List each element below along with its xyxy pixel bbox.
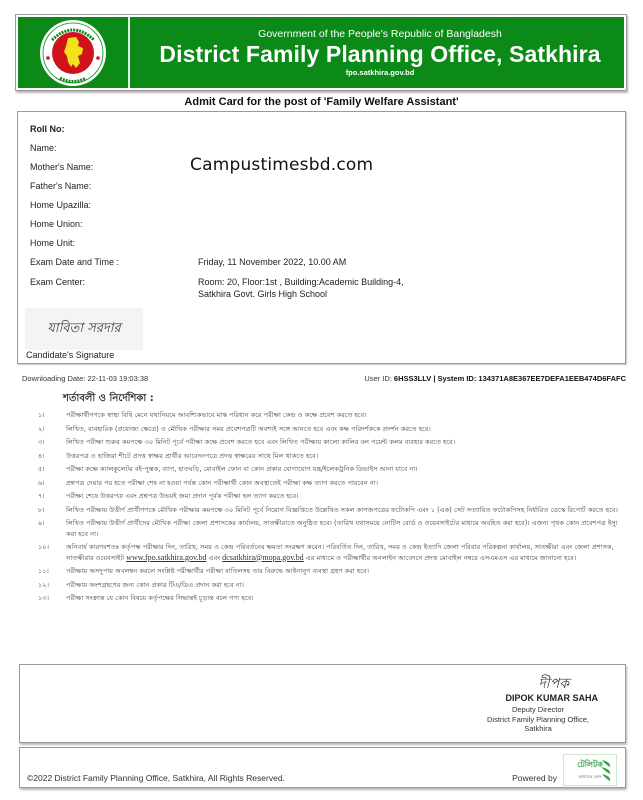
instruction-item [38,437,618,448]
instruction-item [38,464,618,475]
authority-office: District Family Planning Office, [487,714,589,724]
field-exam-date-time [30,257,347,267]
instructions-list [38,410,618,607]
powered-by-label: Powered by [512,773,557,783]
instruction-text-part: অনিবার্য কারণবশতঃ কর্তৃপক্ষ পরীক্ষার দিন, তারিখ, সময় ও কেন্দ্র পরিবর্তনের ক্ষমতা সংরক্ষণ করেন। পরিবর্তিত দিন, তারিখ, সময় ও কেন্দ্র ইত্যাদি জেলা পরিবার পরিকল্পনা কার্যালয়, সাতক্ষীরা এবং জেলা প্রশাসক, সাতক্ষীরার ওয়েবসাইট [66,543,614,562]
instruction-text: পরীক্ষা শেষে উত্তরপত্র এবং প্রশ্নপত্র উভয়ই জমা প্রদান পূর্বক পরীক্ষা হল ত্যাগ করতে হবে। [66,492,299,500]
field-value: Friday, 11 November 2022, 10.00 AM [198,257,347,267]
instruction-number: ৯। [38,519,45,527]
instruction-number: ৭। [38,492,45,500]
field-label: Exam Center: [30,277,86,287]
instruction-number: ১৩। [38,594,49,602]
field-fathers-name [30,181,91,191]
logo-cell [18,17,130,88]
instruction-number: ১০। [38,543,49,551]
signature-text: যাবিতা সরদার [47,320,121,336]
instruction-item [38,518,618,539]
teletalk-logo[interactable] [563,754,617,786]
teletalk-logo-subtext: আমাদের ফোন [578,774,602,779]
system-id-value: | System ID: 134371A8E367EE7DEFA1EEB474D6FAFC [433,374,626,383]
instruction-text: লিখিত পরীক্ষায় উত্তীর্ণ প্রার্থীগণকে মৌখিক পরীক্ষার কমপক্ষে ৩০ মিনিট পূর্বে নিয়োগ বিজ্ঞপ্তিতে উল্লেখিত সকল কাগজপত্রের ফটোকপি এবং ১ (এক) সেট সত্যায়িত ফটোকপিসহ নির্ধারিত ডেস্কে রিপোর্ট করতে হবে। [66,505,618,514]
authority-signature: দীপক [538,676,569,692]
authority-name: DIPOK KUMAR SAHA [505,693,598,703]
field-roll-no [30,124,65,134]
instruction-number: ৫। [38,465,45,473]
instructions-title: শর্তাবলী ও নির্দেশিকা : [63,393,154,404]
signature-caption: Candidate's Signature [26,350,115,360]
office-title: District Family Planning Office, Satkhira [159,40,601,67]
fpo-website-link[interactable]: www.fpo.satkhira.gov.bd [126,552,207,562]
page-header [15,14,627,91]
instruction-number: ২। [38,424,45,433]
field-label: Home Upazilla: [30,200,92,210]
instruction-item [38,580,618,591]
dc-email-link[interactable]: dcsatkhira@mopa.gov.bd [222,552,304,562]
instruction-text: উত্তরপত্র ও হাজিরা শীটে প্রদত্ত স্বাক্ষর প্রার্থীর আবেদনপত্রে প্রদত্ত স্বাক্ষরের সাথে মিল থাকতে হবে। [66,451,319,460]
field-home-union [30,219,83,229]
admit-card-title: Admit Card for the post of 'Family Welfare Assistant' [184,96,459,108]
bangladesh-govt-seal-icon [38,18,108,88]
instruction-text: লিখিত পরীক্ষা শুরুর কমপক্ষে ৩০ মিনিট পূর্বে পরীক্ষা কক্ষে প্রবেশ করতে হবে এবং লিখিত পরীক্ষায় কালো কালির বল পয়েন্ট কলম ব্যবহার করতে হবে। [66,438,456,446]
field-exam-center [30,277,404,299]
instruction-text: পরীক্ষা কক্ষে ক্যালকুলেটর বই-পুস্তক, ব্যাগ, হাতঘড়ি, মোবাইল ফোন বা কোন প্রকার যোগাযোগ যন্ত্র/ইলেকট্রনিক ডিভাইস আনা যাবে না। [66,465,418,473]
field-label: Father's Name: [30,181,92,191]
instruction-number: ৩। [38,438,45,446]
instruction-number: ৮। [38,505,45,514]
authority-title-block [473,705,603,734]
header-title-block [130,17,624,88]
field-name [30,143,57,153]
instruction-text-part: এবং [206,553,223,562]
candidate-info-card [17,111,626,364]
instruction-text: প্রশ্নপত্র দেয়ার পর হতে পরীক্ষা শেষ না হওয়া পর্যন্ত কোন পরীক্ষার্থী কোন অবস্থাতেই পরীক্ষা কক্ষ ত্যাগ করতে পারবেন না। [66,478,379,487]
instruction-text: পরীক্ষা সংক্রান্ত যে কোন বিষয়ে কর্তৃপক্ষের সিদ্ধান্তই চূড়ান্ত বলে গণ্য হবে। [66,594,254,602]
website-link[interactable]: fpo.satkhira.gov.bd [345,67,415,77]
instruction-number: ১১। [38,567,49,575]
teletalk-leaf-icon [600,758,612,782]
instruction-item [38,491,618,502]
instruction-item [38,542,618,563]
instruction-item [38,424,618,435]
downloading-date: Downloading Date: 22-11-03 19:03:38 [22,374,149,383]
instruction-item [38,505,618,516]
field-label: Home Unit: [30,238,76,248]
instruction-text: পরীক্ষার্থীগণকে স্বাস্থ্য বিধি মেনে যথানিয়মে আবশ্যিকভাবে মাস্ক পরিধান করে পরীক্ষা কেন্দ্র ও কক্ষে প্রবেশ করতে হবে। [66,411,367,419]
field-mothers-name [30,162,93,172]
instruction-number: ১। [38,411,45,419]
instruction-number: ৪। [38,451,45,460]
field-label: Home Union: [30,219,83,229]
instruction-text: লিখিত পরীক্ষায় উত্তীর্ণ প্রার্থীদের মৌখিক পরীক্ষা জেলা প্রশাসকের কার্যালয়, সাতক্ষীরাতে অনুষ্ঠিত হবে। (তারিখ যথাসময়ে নোটিস বোর্ড ও ওয়েবসাইটের মাধ্যমে অবহিত করা হবে)। এজন্য পৃথক কোন প্রবেশপত্র ইস্যু করা হবে না। [66,519,618,538]
instruction-number: ১২। [38,580,49,589]
instruction-number: ৬। [38,478,45,487]
user-id-value: 6HSS3LLV [393,374,432,383]
user-id-label: User ID: [364,374,394,383]
watermark-text: Campustimesbd.com [190,155,374,175]
copyright-text: ©2022 District Family Planning Office, Satkhira, All Rights Reserved. [27,773,285,783]
field-value-line2: Satkhira Govt. Girls High School [198,289,328,299]
instruction-text-part: এর মাধ্যমে ও পরীক্ষার্থীর অনলাইন আবেদনে প্রদত্ত মোবাইল নম্বরে এসএমএস এর মাধ্যমে জানানো হবে। [303,553,577,562]
id-line [364,374,626,383]
field-home-unit [30,238,75,248]
instruction-text: পরীক্ষায় অংশগ্রহণের জন্য কোন প্রকার টিএ/ডিএ প্রদান করা হবে না। [66,580,244,589]
government-line: Government of the People's Republic of Bangladesh [258,27,502,40]
field-label: Exam Date and Time : [30,257,120,267]
instruction-item [38,593,618,604]
field-label: Name: [30,143,57,153]
field-label: Mother's Name: [30,162,94,172]
page-footer [19,747,626,788]
instruction-item [38,478,618,489]
instruction-text: পরীক্ষায় অসদুপায় অবলম্বন করলে সংশ্লিষ্ট পরীক্ষার্থীর পরীক্ষা বাতিলসহ তার বিরুদ্ধে আইনানুগ ব্যবস্থা গ্রহণ করা হবে। [66,567,369,575]
field-home-upazilla [30,200,91,210]
instruction-item [38,451,618,462]
field-label: Roll No: [30,124,65,134]
authority-location: Satkhira [524,724,552,733]
field-value: Room: 20, Floor:1st , Building:Academic Building-4, [198,277,404,287]
teletalk-logo-text: টেলিটক [577,760,603,769]
instruction-item [38,566,618,577]
candidate-signature-image [25,308,143,350]
authority-designation: Deputy Director [511,705,565,714]
authority-signature-box [19,664,626,743]
instruction-text: লিখিত, ব্যবহারিক (প্রযোজ্য ক্ষেত্রে) ও মৌখিক পরীক্ষার সময় প্রবেশপত্রটি অবশ্যই সঙ্গে আনতে হবে এবং কক্ষ পরিদর্শককে প্রদর্শন করতে হবে। [66,424,431,433]
instruction-item [38,410,618,421]
instruction-text [66,542,618,563]
